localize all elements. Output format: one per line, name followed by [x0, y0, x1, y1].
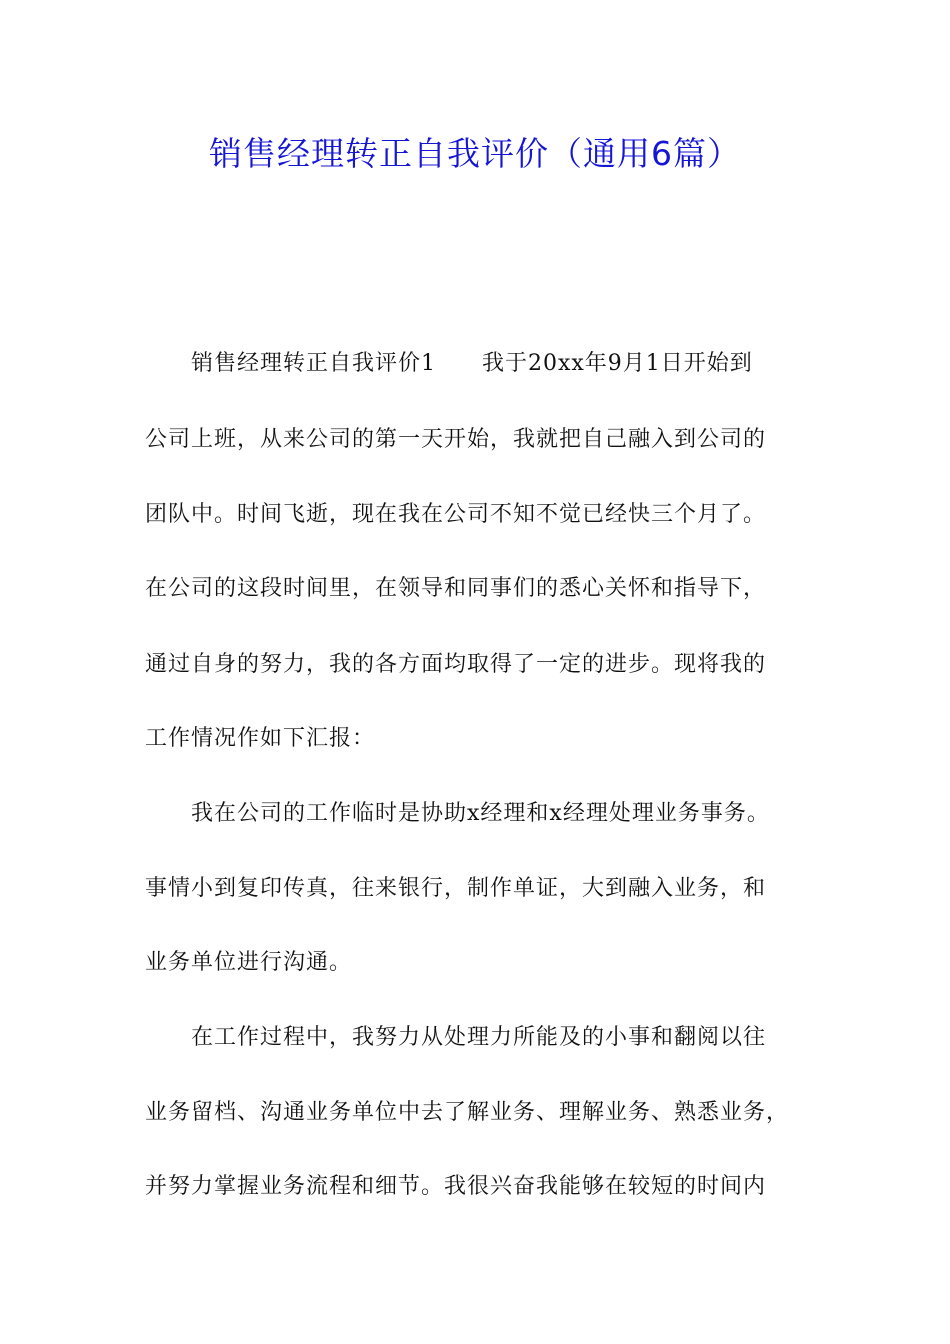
- body-line-3: 团队中。时间飞逝，现在我在公司不知不觉已经快三个月了。: [145, 502, 767, 527]
- body-line-10: 在工作过程中，我努力从处理力所能及的小事和翻阅以往: [145, 1025, 767, 1050]
- body-line-7: 我在公司的工作临时是协助x经理和x经理处理业务事务。: [145, 801, 770, 826]
- document-title: 销售经理转正自我评价（通用6篇）: [209, 134, 741, 173]
- body-line-11: 业务留档、沟通业务单位中去了解业务、理解业务、熟悉业务，: [145, 1100, 790, 1125]
- body-line-12: 并努力掌握业务流程和细节。我很兴奋我能够在较短的时间内: [145, 1174, 767, 1199]
- body-line-2: 公司上班，从来公司的第一天开始，我就把自己融入到公司的: [145, 427, 767, 452]
- body-line-1: 销售经理转正自我评价1 我于20xx年9月1日开始到: [145, 351, 753, 376]
- body-line-6: 工作情况作如下汇报：: [145, 726, 376, 751]
- body-line-4: 在公司的这段时间里，在领导和同事们的悉心关怀和指导下，: [145, 576, 767, 601]
- body-line-8: 事情小到复印传真，往来银行，制作单证，大到融入业务，和: [145, 876, 767, 901]
- body-line-9: 业务单位进行沟通。: [145, 950, 353, 975]
- body-line-5: 通过自身的努力，我的各方面均取得了一定的进步。现将我的: [145, 652, 767, 677]
